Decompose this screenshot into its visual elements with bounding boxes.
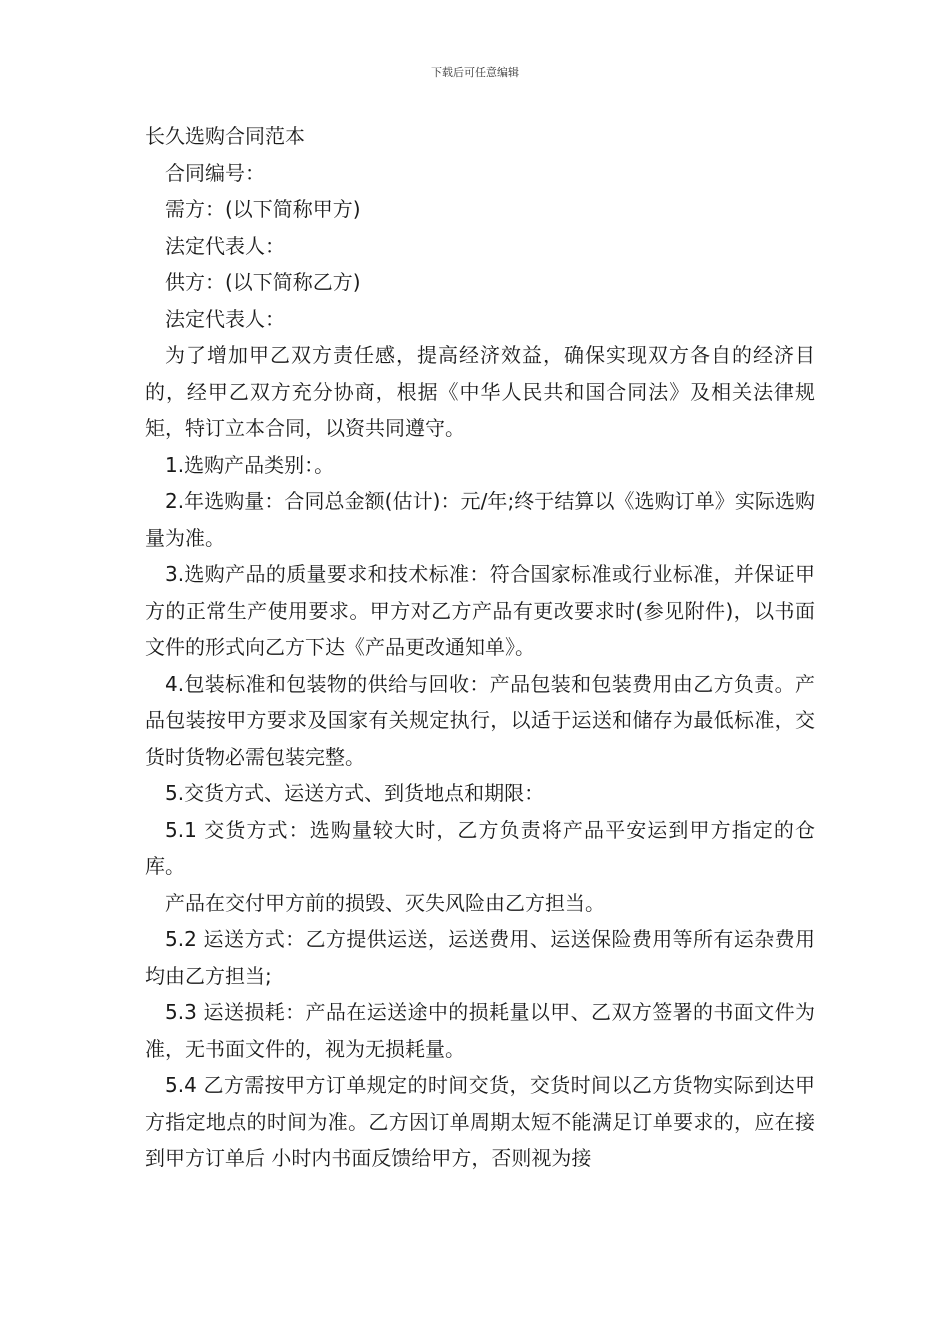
supplier-line: 供方：(以下简称乙方) — [165, 270, 361, 294]
clause-1: 1.选购产品类别：。 — [165, 452, 335, 477]
clause-5-2: 5.2 运送方式：乙方提供运送，运送费用、运送保险费用等所有运杂费用均由乙方担当; — [145, 927, 815, 988]
buyer-representative-line: 法定代表人： — [165, 233, 285, 258]
clause-5-1-risk: 产品在交付甲方前的损毁、灭失风险由乙方担当。 — [165, 890, 605, 915]
page-header-note: 下载后可任意编辑 — [431, 66, 519, 79]
clause-5-4: 5.4 乙方需按甲方订单规定的时间交货，交货时间以乙方货物实际到达甲方指定地点的时间为准。乙方因订单周期太短不能满足订单要求的，应在接到甲方订单后 小时内书面反馈给甲方，否则视为接 — [145, 1073, 815, 1170]
buyer-line: 需方：(以下简称甲方) — [165, 197, 361, 221]
clause-5-3: 5.3 运送损耗：产品在运送途中的损耗量以甲、乙双方签署的书面文件为准，无书面文件的，视为无损耗量。 — [145, 1000, 815, 1061]
document-body — [145, 118, 815, 1177]
contract-number-line: 合同编号： — [165, 160, 265, 185]
clause-5: 5.交货方式、运送方式、到货地点和期限： — [165, 781, 545, 805]
clause-4: 4.包装标准和包装物的供给与回收：产品包装和包装费用由乙方负责。产品包装按甲方要求及国家有关规定执行，以适于运送和储存为最低标准，交货时货物必需包装完整。 — [145, 671, 815, 769]
clause-3: 3.选购产品的质量要求和技术标准：符合国家标准或行业标准，并保证甲方的正常生产使用要求。甲方对乙方产品有更改要求时(参见附件)，以书面文件的形式向乙方下达《产品更改通知单》。 — [145, 562, 815, 659]
document-title: 长久选购合同范本 — [145, 124, 305, 148]
supplier-representative-line: 法定代表人： — [165, 306, 285, 331]
preamble-paragraph: 为了增加甲乙双方责任感，提高经济效益，确保实现双方各自的经济目的，经甲乙双方充分协商，根据《中华人民共和国合同法》及相关法律规矩，特订立本合同，以资共同遵守。 — [145, 343, 815, 440]
clause-5-1: 5.1 交货方式：选购量较大时，乙方负责将产品平安运到甲方指定的仓库。 — [145, 817, 815, 878]
clause-2: 2.年选购量：合同总金额(估计)：元/年;终于结算以《选购订单》实际选购量为准。 — [145, 489, 815, 550]
